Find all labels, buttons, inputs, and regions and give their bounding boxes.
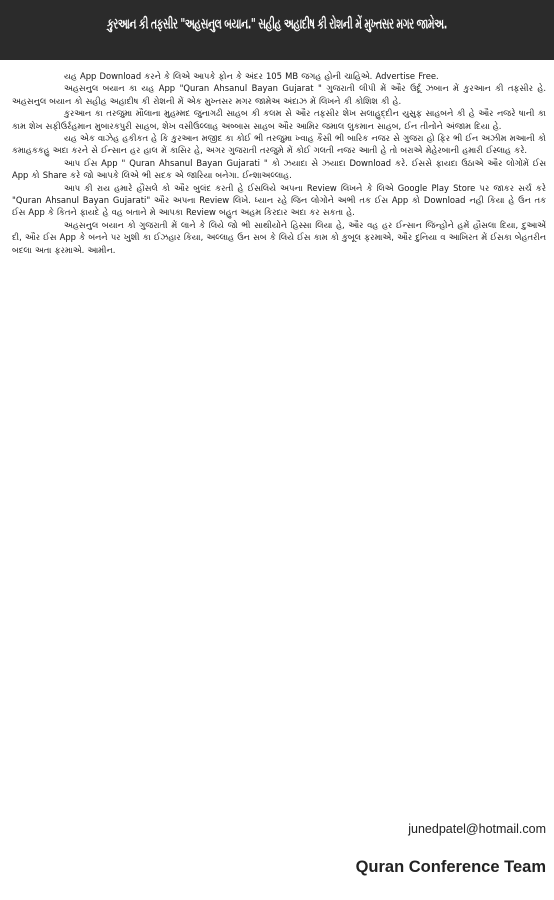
paragraph-app-intro: અહસનુલ બયાન કા યહ App "Quran Ahsanul Bayan Gujarat " ગુજરાતી લીપી મેં ઔર ઉર્દૂ ઝબાન મેં કુરઆન કી તફસીર હે. અહસનુલ બયાન કો સહીહ અહાદીષ કી રોશની મેં એક મુખ્તસર મગર જામેઅ અંદાઝ મેં લિખને કી કોશિશ કી હે. bbox=[12, 83, 546, 106]
team-signature: Quran Conference Team bbox=[355, 858, 546, 876]
contact-email: junedpatel@hotmail.com bbox=[408, 822, 546, 836]
banner-title: કુરઆન કી તફસીર "અહસનુલ બયાન." સહીહ અહાદીષ કી રોશની મેં મુખ્તસર મગર જામેઅ. bbox=[107, 16, 447, 34]
paragraph-review-request: આપ કી રાય હમારે હૌંસલે કો ઔર બુલંદ કરતી હે ઈસલિયે અપના Review લિખને કે લિએ Google Play Store પર જાકર સર્ચ કરે "Quran Ahsanul Bayan Gujarati" ઔર અપના Review લિખે. ધ્યાન રહે જિન લોગોંને અભી તક ઈસ App કો Download નહી કિયા હે ઉન તક ઈસ App કે કિતને ફાયદે હે વહ બતાને મે આપકા Review બહુત અહમ કિરદાર અદા કર સકતા હે. bbox=[12, 182, 546, 218]
description-body bbox=[0, 60, 554, 900]
paragraph-download-size: યહ App Download કરને કે લિએ આપકે ફોન કે અંદર 105 MB જગહ હોની ચાહિએ. Advertise Free. bbox=[64, 71, 439, 81]
paragraph-thanks: અહસનુલ બયાન કો ગુજરાતી મેં લાને કે લિયે જો ભી સાથીયોંને હિસ્સા લિયા હે, ઔર વહ હર ઈન્સાન જિન્હોંને હમેં હૌસલા દિયા, દુઆએં દી, ઔર ઈસ App કે બનને પર ખુશી કા ઈઝહાર કિયા, અલ્લાહ ઉન સબ કે લિયે ઈસ કામ કો કુબૂલ ફરમાએ, ઔર દુનિયા વ આખિરત મેં ઈસકા બેહતરીન બદલા અતા ફરમાએ. આમીન. bbox=[12, 219, 546, 255]
header-banner bbox=[0, 0, 554, 60]
paragraph-translators: કુરઆન કા તરજુમા મૌલાના મુહમ્મદ જુનાગઢી સાહબ કી કલમ સે ઔર તફસીર શેખ સલાહુદ્દીન યુસુફ સાહબને કી હે ઔર નજરે ષાની કા કામ શેખ સફીઉર્રહમાન મુબારકપુરી સાહબ, શેખ વસીઉલ્લાહ અબ્બાસ સાહબ ઔર આમિર જમાલ લુકમાન સાહબ, ઈન તીનોંને અંજામ દિયા હે. bbox=[12, 108, 546, 131]
paragraph-share-request: આપ ઈસ App " Quran Ahsanul Bayan Gujarati " કો ઝયાદા સે ઝયાદા Download કરે. ઈસસે ફાયદા ઉઠાએ ઔર લોગોંમેં ઈસ App કો Share કરે જો આપકે લિએ ભી સદક એ જારિયા બનેગા. ઈન્શાઅલ્લાહ. bbox=[12, 157, 546, 181]
paragraph-correction-request: યહ એક વાઝેહ હકીકત હે કિ કુરઆન મજીદ કા કોઈ ભી તરજુમા ખ્વાહ કૈસી ભી બારિક નજર સે ગુજરા હો ફિર ભી ઈન અઝીમ મઆની કો કમાહકકહુ અદા કરને સે ઈન્સાન હર હાલ મેં કાસિર હે, અગર ગુજરાતી તરજુમે મેં કોઈ ગલતી નજર આતી હે તો બરાએ મેહેરબાની હમારી ઈસ્લાહ કરે. bbox=[12, 133, 546, 156]
